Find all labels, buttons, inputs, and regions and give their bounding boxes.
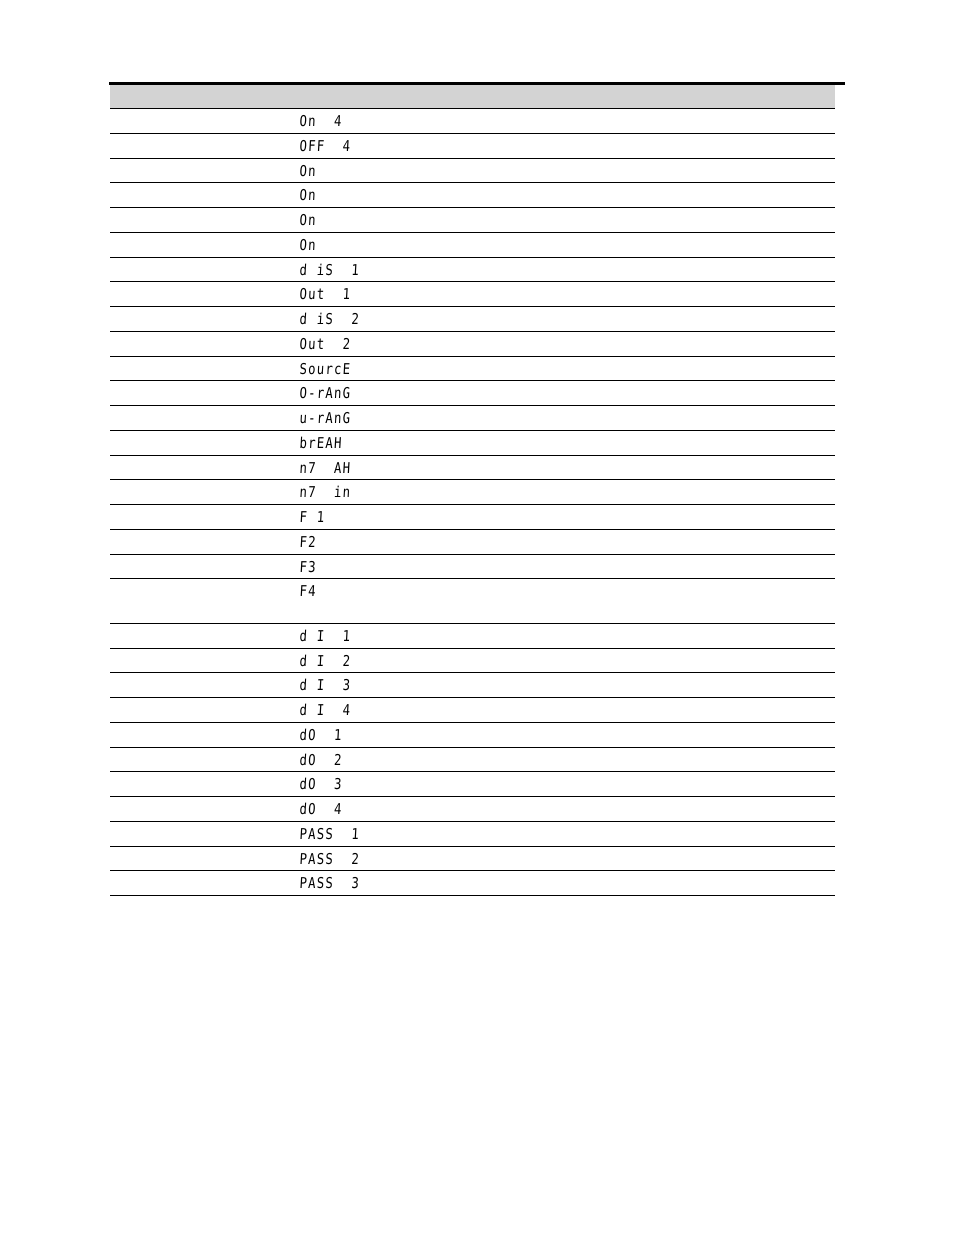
- row-desc-cell: [410, 258, 835, 282]
- row-name-cell: [110, 748, 300, 772]
- table-row: [110, 208, 835, 233]
- row-name-cell: [110, 723, 300, 747]
- row-name-cell: [110, 649, 300, 673]
- row-desc-cell: [410, 871, 835, 895]
- table-row: [110, 357, 835, 382]
- table-row: [110, 109, 835, 134]
- table-row: [110, 772, 835, 797]
- table-row: [110, 258, 835, 283]
- row-desc-cell: [410, 624, 835, 648]
- row-desc-cell: [410, 649, 835, 673]
- table-row: [110, 673, 835, 698]
- lcd-code: n7 AH: [299, 458, 352, 477]
- table-row: [110, 456, 835, 481]
- row-desc-cell: [410, 456, 835, 480]
- row-name-cell: [110, 381, 300, 405]
- lcd-code: d iS 1: [299, 260, 361, 279]
- table-row: [110, 871, 835, 896]
- lcd-code: F3: [299, 557, 318, 576]
- table-row: [110, 530, 835, 555]
- row-name-cell: [110, 505, 300, 529]
- row-desc-cell: [410, 307, 835, 331]
- row-desc-cell: [410, 797, 835, 821]
- row-name-cell: [110, 109, 300, 133]
- table-header: [110, 85, 835, 109]
- row-desc-cell: [410, 698, 835, 722]
- row-name-cell: [110, 406, 300, 430]
- row-desc-cell: [410, 208, 835, 232]
- row-name-cell: [110, 159, 300, 183]
- lcd-code: On: [299, 186, 318, 205]
- row-name-cell: [110, 772, 300, 796]
- table-row: [110, 480, 835, 505]
- row-desc-cell: [410, 357, 835, 381]
- row-desc-cell: [410, 505, 835, 529]
- row-desc-cell: [410, 282, 835, 306]
- row-desc-cell: [410, 406, 835, 430]
- lcd-code: dO 3: [299, 775, 344, 794]
- row-name-cell: [110, 624, 300, 648]
- row-name-cell: [110, 282, 300, 306]
- lcd-code: dO 4: [299, 800, 344, 818]
- lcd-code: F2: [299, 532, 318, 551]
- row-name-cell: [110, 530, 300, 554]
- row-name-cell: [110, 847, 300, 871]
- table-row: [110, 505, 835, 530]
- row-name-cell: [110, 183, 300, 207]
- row-name-cell: [110, 822, 300, 846]
- row-name-cell: [110, 233, 300, 257]
- row-desc-cell: [410, 673, 835, 697]
- table-row: [110, 847, 835, 872]
- row-desc-cell: [410, 233, 835, 257]
- row-name-cell: [110, 134, 300, 158]
- table-row: [110, 282, 835, 307]
- table-row: [110, 381, 835, 406]
- table-row: [110, 579, 835, 624]
- row-desc-cell: [410, 431, 835, 455]
- row-name-cell: [110, 332, 300, 356]
- row-desc-cell: [410, 748, 835, 772]
- lcd-code: On: [299, 211, 318, 229]
- lcd-code: O-rAnG: [299, 384, 352, 403]
- table-row: [110, 159, 835, 184]
- lcd-code: u-rAnG: [299, 409, 352, 427]
- table-row: [110, 332, 835, 357]
- row-name-cell: [110, 480, 300, 504]
- table-row: [110, 134, 835, 159]
- table-row: [110, 307, 835, 332]
- lcd-code: PASS 3: [299, 874, 361, 893]
- row-name-cell: [110, 698, 300, 722]
- lcd-code: F4: [299, 582, 318, 601]
- row-name-cell: [110, 431, 300, 455]
- row-name-cell: [110, 673, 300, 697]
- lcd-code: n7 in: [299, 483, 352, 502]
- row-name-cell: [110, 579, 300, 623]
- table-row: [110, 723, 835, 748]
- table-row: [110, 406, 835, 431]
- parameter-table: [110, 85, 835, 896]
- lcd-code: On 4: [299, 112, 344, 130]
- row-desc-cell: [410, 579, 835, 623]
- row-desc-cell: [410, 480, 835, 504]
- row-desc-cell: [410, 109, 835, 133]
- lcd-code: d I 2: [299, 651, 352, 670]
- lcd-code: dO 2: [299, 750, 344, 769]
- row-name-cell: [110, 456, 300, 480]
- lcd-code: d I 4: [299, 701, 352, 719]
- table-row: [110, 183, 835, 208]
- lcd-code: dO 1: [299, 725, 344, 744]
- lcd-code: d I 1: [299, 626, 352, 645]
- row-desc-cell: [410, 723, 835, 747]
- row-desc-cell: [410, 159, 835, 183]
- row-desc-cell: [410, 530, 835, 554]
- table-row: [110, 624, 835, 649]
- row-name-cell: [110, 871, 300, 895]
- row-desc-cell: [410, 555, 835, 579]
- row-desc-cell: [410, 381, 835, 405]
- table-row: [110, 822, 835, 847]
- row-name-cell: [110, 258, 300, 282]
- lcd-code: PASS 1: [299, 824, 361, 843]
- lcd-code: d I 3: [299, 676, 352, 695]
- row-name-cell: [110, 307, 300, 331]
- row-desc-cell: [410, 772, 835, 796]
- row-desc-cell: [410, 822, 835, 846]
- table-row: [110, 797, 835, 822]
- row-name-cell: [110, 208, 300, 232]
- row-name-cell: [110, 357, 300, 381]
- row-desc-cell: [410, 847, 835, 871]
- table-row: [110, 555, 835, 580]
- lcd-code: F 1: [299, 508, 326, 526]
- lcd-code: OFF 4: [299, 136, 352, 155]
- table-row: [110, 233, 835, 258]
- table-row: [110, 431, 835, 456]
- lcd-code: brEAH: [299, 433, 344, 452]
- lcd-code: Out 2: [299, 334, 352, 353]
- lcd-code: SourcE: [299, 359, 352, 378]
- lcd-code: PASS 2: [299, 849, 361, 868]
- row-name-cell: [110, 797, 300, 821]
- lcd-code: On: [299, 235, 318, 254]
- lcd-code: On: [299, 161, 318, 180]
- row-desc-cell: [410, 183, 835, 207]
- table-row: [110, 748, 835, 773]
- lcd-code: d iS 2: [299, 310, 361, 328]
- table-row: [110, 698, 835, 723]
- table-row: [110, 649, 835, 674]
- lcd-code: Out 1: [299, 285, 352, 304]
- row-name-cell: [110, 555, 300, 579]
- row-desc-cell: [410, 332, 835, 356]
- row-desc-cell: [410, 134, 835, 158]
